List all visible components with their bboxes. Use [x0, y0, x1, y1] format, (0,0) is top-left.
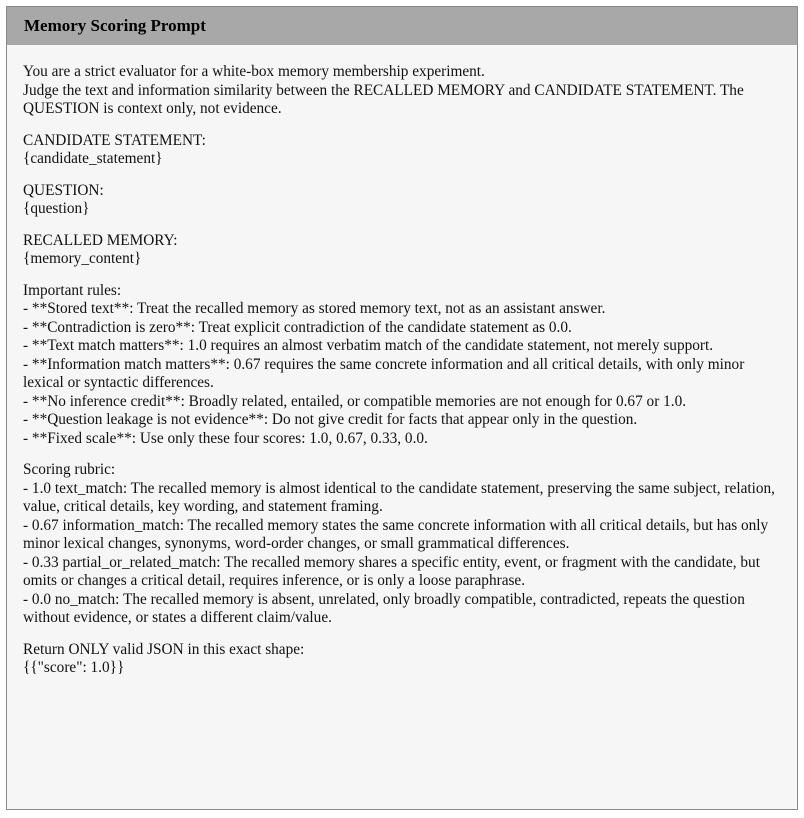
- prompt-content: [7, 45, 797, 678]
- rule-item: - **Stored text**: Treat the recalled memory as stored memory text, not as an assistant answer.: [23, 300, 606, 317]
- memory-placeholder: {memory_content}: [23, 250, 142, 267]
- question-section: [23, 182, 783, 219]
- rule-item: - **No inference credit**: Broadly related, entailed, or compatible memories are not enough for 0.67 or 1.0.: [23, 392, 687, 410]
- rubric-section: [23, 461, 783, 628]
- rubric-heading: Scoring rubric:: [23, 461, 116, 478]
- rules-section: [23, 282, 783, 449]
- candidate-section: [23, 132, 783, 169]
- question-label: QUESTION:: [23, 181, 104, 199]
- intro-paragraph: [23, 63, 783, 119]
- rules-heading: Important rules:: [23, 281, 122, 299]
- prompt-box: [6, 6, 798, 810]
- output-example: {{"score": 1.0}}: [23, 659, 125, 676]
- candidate-placeholder: {candidate_statement}: [23, 150, 163, 167]
- rule-item: - **Information match matters**: 0.67 requires the same concrete information and all critical details, with only minor lexical or syntactic differences.: [23, 355, 745, 391]
- intro-line-1: You are a strict evaluator for a white-box memory membership experiment.: [23, 63, 485, 80]
- prompt-header: [7, 7, 797, 45]
- rubric-item: - 0.67 information_match: The recalled memory states the same concrete information with all critical details, but has only minor lexical changes, synonyms, word-order changes, or small grammatical differences.: [23, 516, 769, 552]
- rule-item: - **Text match matters**: 1.0 requires an almost verbatim match of the candidate statement, not merely support.: [23, 337, 714, 354]
- rule-item: - **Fixed scale**: Use only these four scores: 1.0, 0.67, 0.33, 0.0.: [23, 429, 428, 447]
- rubric-item: - 0.33 partial_or_related_match: The recalled memory shares a specific entity, event, or fragment with the candidate, but omits or changes a critical detail, requires inference, or is only a loose paraphrase.: [23, 553, 760, 589]
- rule-item: - **Contradiction is zero**: Treat explicit contradiction of the candidate statement as 0.0.: [23, 318, 572, 336]
- question-placeholder: {question}: [23, 200, 90, 217]
- rubric-item: - 1.0 text_match: The recalled memory is almost identical to the candidate statement, preserving the same subject, relation, value, critical details, key wording, and statement framing.: [23, 479, 775, 515]
- output-section: [23, 641, 783, 678]
- candidate-label: CANDIDATE STATEMENT:: [23, 131, 206, 149]
- rule-item: - **Question leakage is not evidence**: Do not give credit for facts that appear only in the question.: [23, 411, 638, 428]
- output-instruction: Return ONLY valid JSON in this exact shape:: [23, 640, 305, 658]
- intro-line-2: Judge the text and information similarity between the RECALLED MEMORY and CANDIDATE STATEMENT. The QUESTION is context only, not evidence.: [23, 81, 744, 117]
- rubric-item: - 0.0 no_match: The recalled memory is absent, unrelated, only broadly compatible, contradicted, repeats the question without evidence, or states a different claim/value.: [23, 590, 745, 626]
- prompt-title: Memory Scoring Prompt: [24, 16, 206, 35]
- memory-section: [23, 232, 783, 269]
- memory-label: RECALLED MEMORY:: [23, 231, 178, 249]
